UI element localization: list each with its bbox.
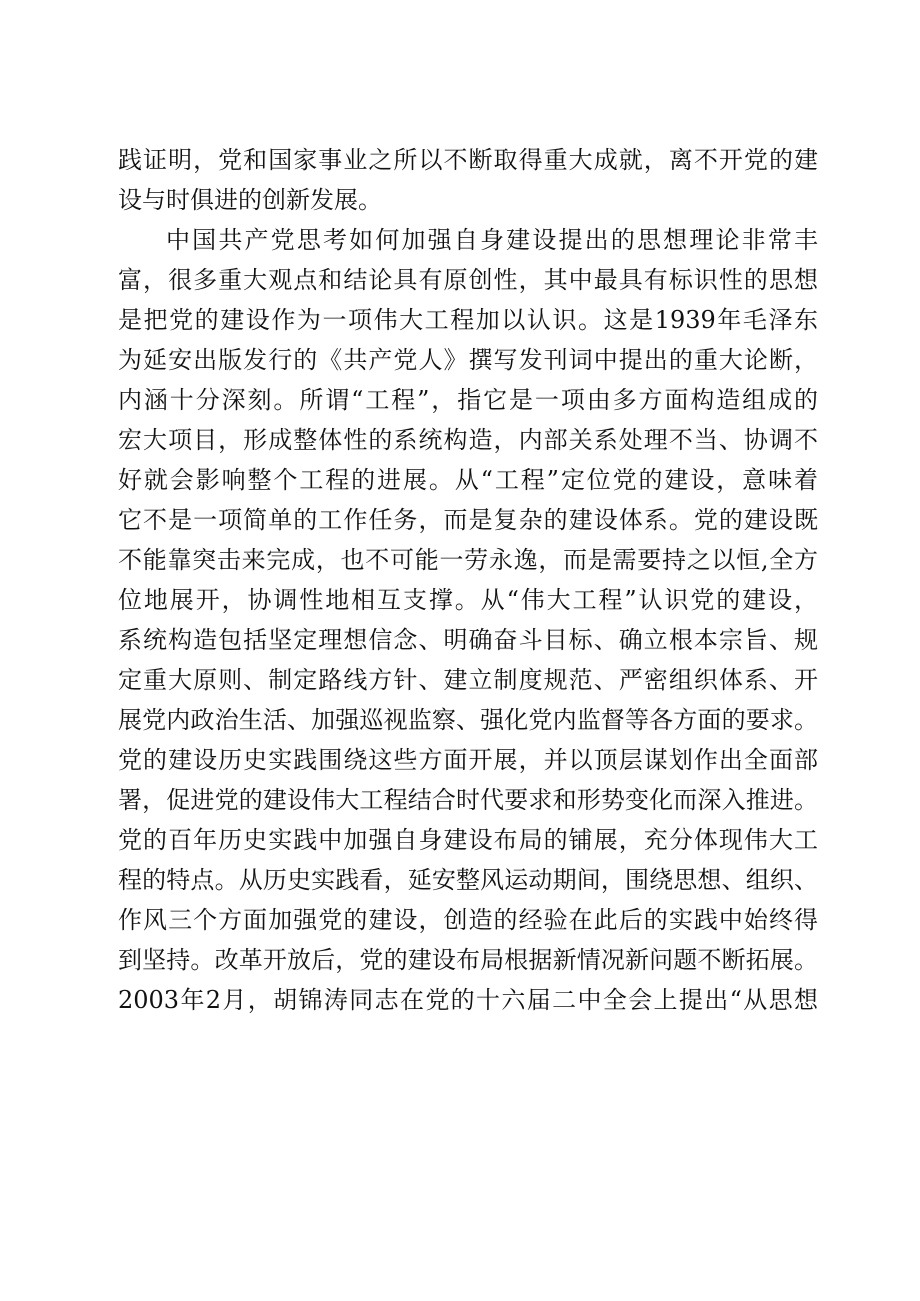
text-line: 设与时俱进的创新发展。	[118, 186, 382, 214]
text-line: 程的特点。从历史实践看，延安整风运动期间，围绕思想、组织、	[118, 866, 818, 894]
text-line: 内涵十分深刻。所谓“工程”，指它是一项由多方面构造组成的	[118, 386, 818, 414]
text-line: 展党内政治生活、加强巡视监察、强化党内监督等各方面的要求。	[118, 706, 818, 734]
paragraph-start-line: 中国共产党思考如何加强自身建设提出的思想理论非常丰	[166, 226, 818, 254]
text-line: 它不是一项简单的工作任务，而是复杂的建设体系。党的建设既	[118, 506, 818, 534]
text-line: 2003年2月，胡锦涛同志在党的十六届二中全会上提出“从思想	[118, 986, 818, 1014]
text-line: 系统构造包括坚定理想信念、明确奋斗目标、确立根本宗旨、规	[118, 626, 818, 654]
text-line: 党的百年历史实践中加强自身建设布局的铺展，充分体现伟大工	[118, 826, 818, 854]
text-line: 作风三个方面加强党的建设，创造的经验在此后的实践中始终得	[118, 906, 818, 934]
text-line: 到坚持。改革开放后，党的建设布局根据新情况新问题不断拓展。	[118, 946, 818, 974]
text-line: 好就会影响整个工程的进展。从“工程”定位党的建设，意味着	[118, 466, 818, 494]
text-line: 署，促进党的建设伟大工程结合时代要求和形势变化而深入推进。	[118, 786, 818, 814]
text-line: 定重大原则、制定路线方针、建立制度规范、严密组织体系、开	[118, 666, 818, 694]
text-line: 为延安出版发行的《共产党人》撰写发刊词中提出的重大论断，	[118, 346, 818, 374]
text-line: 践证明，党和国家事业之所以不断取得重大成就，离不开党的建	[118, 146, 818, 174]
text-line: 宏大项目，形成整体性的系统构造，内部关系处理不当、协调不	[118, 426, 818, 454]
text-line: 不能靠突击来完成，也不可能一劳永逸，而是需要持之以恒,全方	[118, 546, 818, 574]
text-line: 富，很多重大观点和结论具有原创性，其中最具有标识性的思想	[118, 266, 818, 294]
body-text	[118, 140, 818, 1020]
text-line: 是把党的建设作为一项伟大工程加以认识。这是1939年毛泽东	[118, 306, 818, 334]
text-line: 位地展开，协调性地相互支撑。从“伟大工程”认识党的建设，	[118, 586, 818, 614]
text-line: 党的建设历史实践围绕这些方面开展，并以顶层谋划作出全面部	[118, 746, 818, 774]
